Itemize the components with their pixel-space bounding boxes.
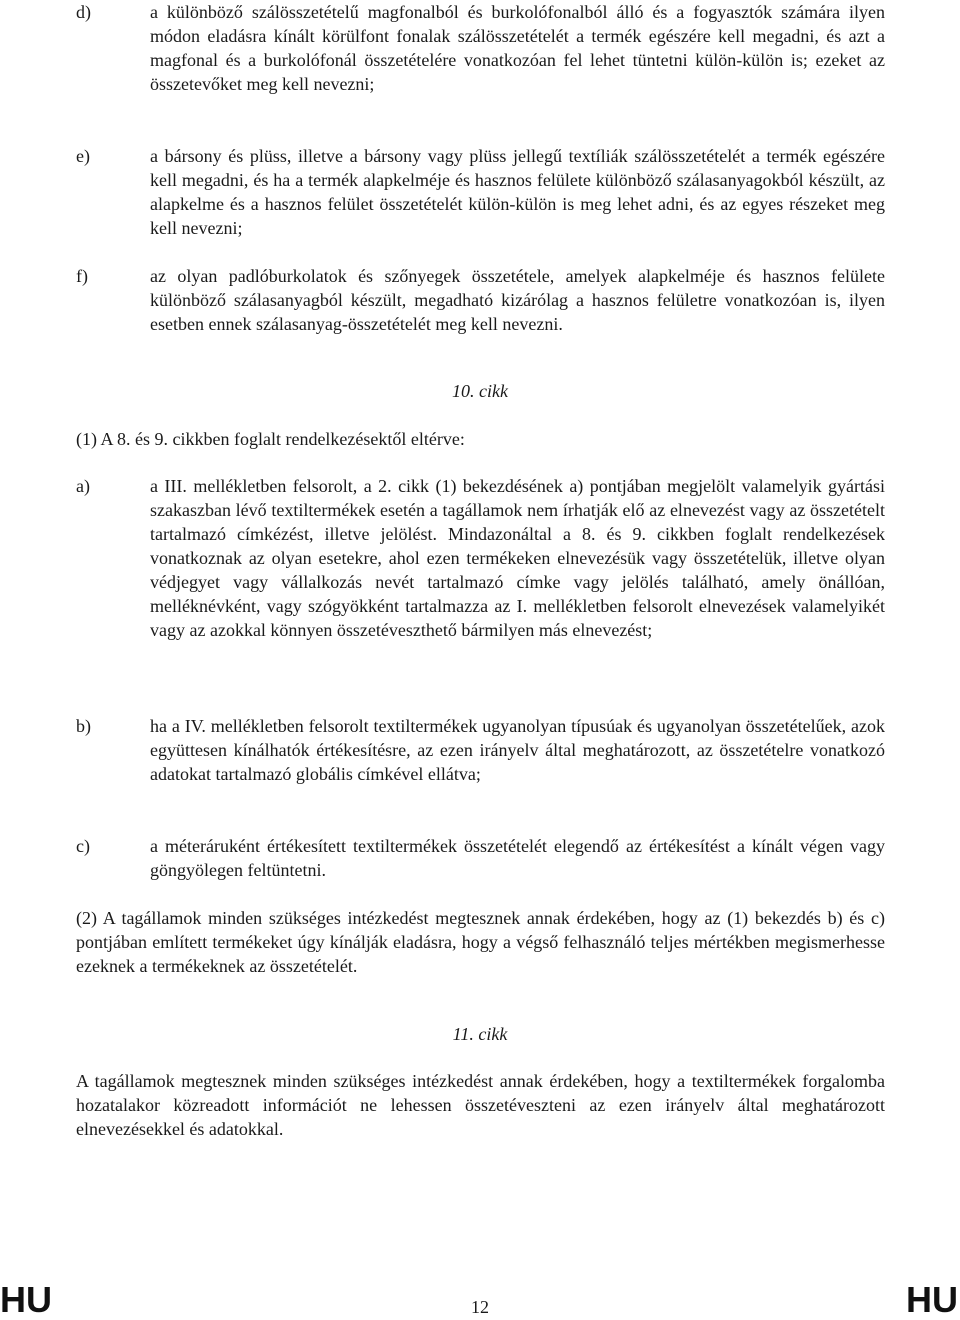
article-11-heading: 11. cikk [452, 1024, 508, 1044]
list-label: c) [76, 836, 90, 856]
page-number: 12 [471, 1297, 489, 1317]
list-text: a különböző szálösszetételű magfonalból és burkolófonalból álló és a fogyasztók számára ilyen módon eladásra kínált körülfont fonalak szálösszetételét a termék egészére kell megadni, és azt a magfonal és a burkolófonál összetételére vonatkozóan fel lehet tüntetni külön-külön is; ezeket az összetevőket meg kell nevezni; [150, 2, 885, 94]
list-text: a III. mellékletben felsorolt, a 2. cikk (1) bekezdésének a) pontjában megjelölt valamelyik gyártási szakaszban lévő textiltermékek esetén a tagállamok nem írhatják elő az elnevezést vagy az összetételt tartalmazó címkézést, illetve jelölést. Mindazonáltal a 8. és 9. cikkben foglalt rendelkezések vonatkoznak az olyan esetekre, ahol ezen termékeken elnevezésük vagy összetételük, illetve olyan védjegyet vagy vállalkozás nevét tartalmazó címke vagy jelölés található, amely önállóan, melléknévként, vagy szógyökként tartalmazza az I. mellékletben felsorolt elnevezések valamelyikét vagy az azokkal könnyen összetéveszthető bármilyen más elnevezést; [150, 476, 885, 640]
list-label: b) [76, 716, 91, 736]
article-10-paragraph-2: (2) A tagállamok minden szükséges intézkedést megtesznek annak érdekében, hogy az (1) bekezdés b) és c) pontjában említett termékeket úgy kínálják eladásra, hogy a végső felhasználó teljes mértékben megismerhesse ezeknek a termékeknek az összetételét. [76, 908, 885, 976]
footer-language-mark-left: HU [0, 1279, 52, 1320]
list-label: f) [76, 266, 88, 286]
list-text: a méteráruként értékesített textiltermékek összetételét elegendő az értékesítést a kínált végen vagy göngyölegen feltüntetni. [150, 836, 885, 880]
list-text: az olyan padlóburkolatok és szőnyegek összetétele, amelyek alapkelméje és hasznos felülete különböző szálasanyagból készült, megadható kizárólag a hasznos felületre vonatkozóan is, ilyen esetben ennek szálasanyag-összetételét meg kell nevezni. [150, 266, 885, 334]
list-text: ha a IV. mellékletben felsorolt textiltermékek ugyanolyan típusúak és ugyanolyan összetételűek, azok együttesen kínálhatók értékesítésre, az ezen irányelv által meghatározott, az összetételre vonatkozó adatokat tartalmazó globális címkével ellátva; [150, 716, 885, 784]
article-11-text: A tagállamok megtesznek minden szükséges intézkedést annak érdekében, hogy a textiltermékek forgalomba hozatalakor közreadott információt ne lehessen összetéveszteni az ezen irányelv által meghatározott elnevezésekkel és adatokkal. [76, 1071, 885, 1139]
footer-language-mark-right: HU [906, 1279, 958, 1320]
article-10-heading: 10. cikk [452, 381, 508, 401]
list-text: a bársony és plüss, illetve a bársony vagy plüss jellegű textíliák szálösszetételét a termék egészére kell megadni, és ha a termék alapkelméje és hasznos felülete különböző szálasanyagokból készült, az alapkelme és a hasznos felület összetételét külön-külön is meg lehet adni, és az egyes részeket meg kell nevezni; [150, 146, 885, 238]
list-label: a) [76, 476, 90, 496]
list-label: d) [76, 2, 91, 22]
list-label: e) [76, 146, 90, 166]
article-10-intro: (1) A 8. és 9. cikkben foglalt rendelkezésektől eltérve: [76, 429, 465, 449]
